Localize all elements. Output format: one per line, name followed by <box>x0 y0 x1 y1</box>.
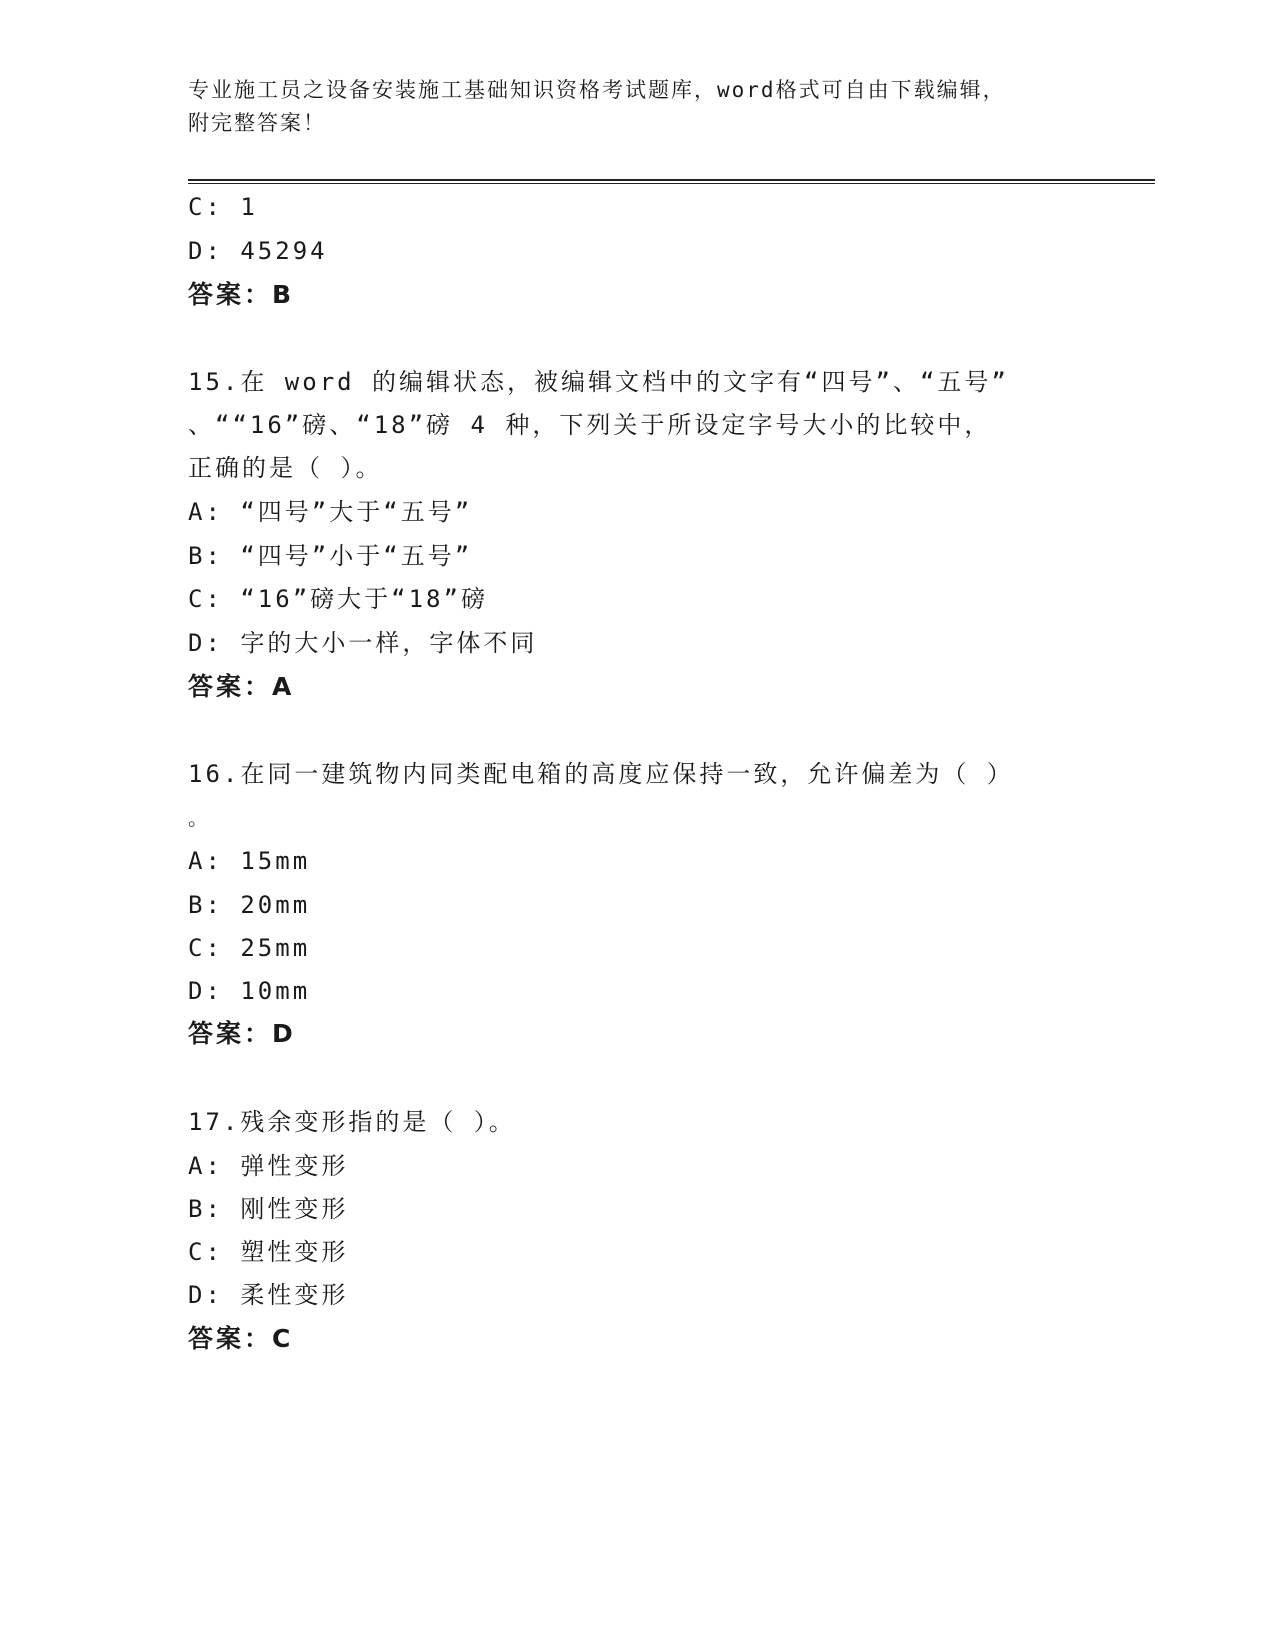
prev-answer <box>188 279 294 311</box>
header-line-1: 专业施工员之设备安装施工基础知识资格考试题库，word格式可自由下载编辑， <box>188 78 1006 102</box>
q17-option-a <box>188 1150 348 1182</box>
q15-option-c <box>188 583 488 615</box>
document-header <box>188 74 1088 140</box>
option-text: “四号”大于“五号” <box>240 498 473 526</box>
q16-option-a <box>188 845 310 877</box>
answer-label: 答案： <box>188 1019 273 1048</box>
q17-stem-line-1: 17.残余变形指的是（ ）。 <box>188 1108 516 1136</box>
option-label: B: <box>188 891 223 919</box>
q16-stem-line-1: 16.在同一建筑物内同类配电箱的高度应保持一致，允许偏差为（ ） <box>188 760 1014 788</box>
answer-value: B <box>272 280 295 309</box>
q17-answer <box>188 1323 293 1355</box>
q16-stem-line-2: 。 <box>188 806 208 830</box>
answer-label: 答案： <box>188 1324 273 1353</box>
q16-answer <box>188 1018 296 1050</box>
option-text: 45294 <box>240 237 328 265</box>
q17-option-b <box>188 1193 348 1225</box>
q15-option-a <box>188 496 472 528</box>
prev-option-c <box>188 191 258 223</box>
option-text: 弹性变形 <box>240 1152 349 1180</box>
q15-option-b <box>188 540 472 572</box>
answer-label: 答案： <box>188 672 273 701</box>
option-text: 1 <box>240 193 258 221</box>
option-text: 20mm <box>240 891 311 919</box>
header-rule-thick <box>188 179 1155 181</box>
option-text: 15mm <box>240 847 311 875</box>
option-text: 塑性变形 <box>240 1238 349 1266</box>
option-label: C: <box>188 193 223 221</box>
option-label: D: <box>188 629 223 657</box>
q15-answer <box>188 671 294 703</box>
q15-stem-line-2: 、““16”磅、“18”磅 4 种，下列关于所设定字号大小的比较中， <box>188 411 992 439</box>
q17-option-c <box>188 1236 348 1268</box>
option-text: 字的大小一样，字体不同 <box>240 629 538 657</box>
option-label: C: <box>188 585 223 613</box>
option-label: D: <box>188 237 223 265</box>
option-label: C: <box>188 1238 223 1266</box>
answer-label: 答案： <box>188 280 273 309</box>
option-label: A: <box>188 847 223 875</box>
option-text: 10mm <box>240 977 311 1005</box>
option-label: D: <box>188 977 223 1005</box>
answer-value: C <box>272 1324 294 1353</box>
q16-option-b <box>188 889 310 921</box>
q15-option-d <box>188 627 537 659</box>
option-label: B: <box>188 542 223 570</box>
q16-option-d <box>188 975 310 1007</box>
q15-stem-line-3: 正确的是（ ）。 <box>188 454 383 482</box>
option-text: “16”磅大于“18”磅 <box>240 585 488 613</box>
option-label: A: <box>188 498 223 526</box>
option-label: A: <box>188 1152 223 1180</box>
answer-value: D <box>272 1019 296 1048</box>
option-text: 柔性变形 <box>240 1281 349 1309</box>
q15-stem-line-1: 15.在 word 的编辑状态，被编辑文档中的文字有“四号”、“五号” <box>188 368 1009 396</box>
option-label: B: <box>188 1195 223 1223</box>
q16-option-c <box>188 932 310 964</box>
header-line-2: 附完整答案！ <box>188 111 326 135</box>
option-text: “四号”小于“五号” <box>240 542 473 570</box>
option-text: 25mm <box>240 934 311 962</box>
answer-value: A <box>272 672 295 701</box>
option-label: D: <box>188 1281 223 1309</box>
prev-option-d <box>188 235 328 267</box>
header-rule-thin <box>188 183 1155 184</box>
q17-option-d <box>188 1279 348 1311</box>
option-label: C: <box>188 934 223 962</box>
option-text: 刚性变形 <box>240 1195 349 1223</box>
